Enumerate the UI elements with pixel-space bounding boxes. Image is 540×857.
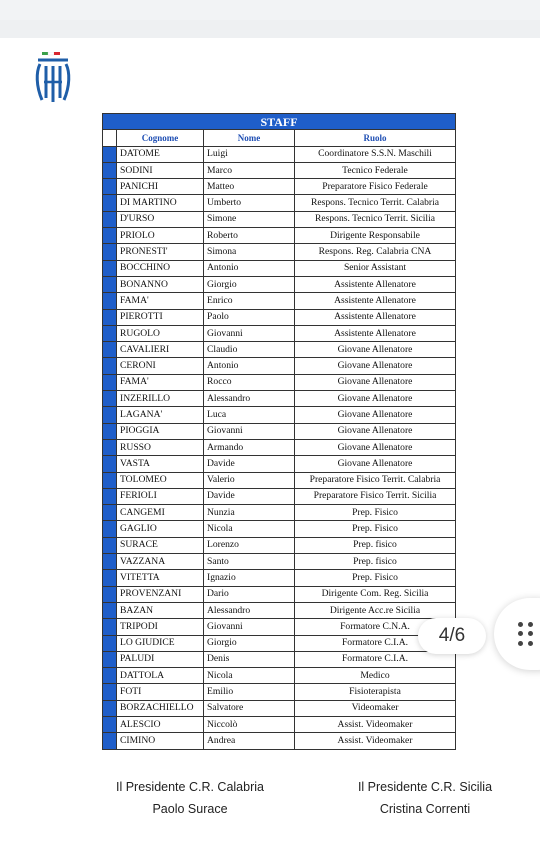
role-cell: Assistente Allenatore [295,293,456,309]
column-header-ruolo: Ruolo [295,130,456,146]
table-row [103,635,456,651]
row-marker [103,195,117,211]
role-cell: Prep. Fisico [295,570,456,586]
row-marker [103,521,117,537]
table-row [103,456,456,472]
staff-table [102,113,456,750]
role-cell: Senior Assistant [295,260,456,276]
surname-cell: BORZACHIELLO [117,700,204,716]
role-cell: Dirigente Acc.re Sicilia [295,602,456,618]
row-marker [103,244,117,260]
row-marker [103,733,117,749]
role-cell: Respons. Reg. Calabria CNA [295,244,456,260]
grip-dots-icon [518,622,534,646]
row-marker [103,602,117,618]
name-cell: Davide [204,488,295,504]
surname-cell: PIOGGIA [117,423,204,439]
surname-cell: ALESCIO [117,716,204,732]
row-marker [103,456,117,472]
role-cell: Prep. fisico [295,537,456,553]
row-marker [103,570,117,586]
surname-cell: GAGLIO [117,521,204,537]
top-bar [0,0,540,20]
row-marker [103,162,117,178]
role-cell: Giovane Allenatore [295,423,456,439]
table-header-row [103,130,456,146]
surname-cell: FAMA' [117,374,204,390]
table-row [103,211,456,227]
surname-cell: LAGANA' [117,407,204,423]
name-cell: Claudio [204,342,295,358]
row-marker [103,586,117,602]
federation-logo-icon [34,52,72,106]
table-row [103,228,456,244]
surname-cell: SURACE [117,537,204,553]
row-marker [103,537,117,553]
role-cell: Giovane Allenatore [295,374,456,390]
name-cell: Enrico [204,293,295,309]
name-cell: Luca [204,407,295,423]
surname-cell: DATOME [117,146,204,162]
name-cell: Antonio [204,260,295,276]
table-row [103,439,456,455]
row-marker [103,391,117,407]
table-row [103,602,456,618]
surname-cell: PRONESTI' [117,244,204,260]
table-row [103,716,456,732]
role-cell: Prep. Fisico [295,521,456,537]
name-cell: Simona [204,244,295,260]
name-cell: Marco [204,162,295,178]
name-cell: Andrea [204,733,295,749]
surname-cell: CANGEMI [117,505,204,521]
row-marker [103,488,117,504]
role-cell: Giovane Allenatore [295,439,456,455]
surname-cell: CIMINO [117,733,204,749]
row-marker [103,439,117,455]
name-cell: Dario [204,586,295,602]
signature-left-name: Paolo Surace [152,802,228,816]
role-cell: Assistente Allenatore [295,276,456,292]
name-cell: Giovanni [204,325,295,341]
name-cell: Lorenzo [204,537,295,553]
role-cell: Giovane Allenatore [295,391,456,407]
signature-left [100,776,280,820]
role-cell: Giovane Allenatore [295,407,456,423]
table-title: STAFF [103,114,456,130]
surname-cell: VAZZANA [117,554,204,570]
surname-cell: RUSSO [117,439,204,455]
role-cell: Assist. Videomaker [295,733,456,749]
surname-cell: INZERILLO [117,391,204,407]
surname-cell: VITETTA [117,570,204,586]
surname-cell: PROVENZANI [117,586,204,602]
surname-cell: TOLOMEO [117,472,204,488]
table-row [103,195,456,211]
table-row [103,668,456,684]
row-marker [103,358,117,374]
table-row [103,276,456,292]
table-row [103,554,456,570]
name-cell: Matteo [204,179,295,195]
role-cell: Fisioterapista [295,684,456,700]
name-cell: Umberto [204,195,295,211]
table-row [103,162,456,178]
name-cell: Paolo [204,309,295,325]
table-title-row [103,114,456,130]
name-cell: Armando [204,439,295,455]
surname-cell: BONANNO [117,276,204,292]
table-row [103,472,456,488]
signature-left-title: Il Presidente C.R. Calabria [116,780,264,794]
name-cell: Salvatore [204,700,295,716]
name-cell: Giorgio [204,276,295,292]
signature-right-name: Cristina Correnti [379,802,471,816]
row-marker [103,668,117,684]
row-marker [103,325,117,341]
role-cell: Videomaker [295,700,456,716]
role-cell: Coordinatore S.S.N. Maschili [295,146,456,162]
table-row [103,325,456,341]
signature-right-title: Il Presidente C.R. Sicilia [357,780,493,794]
role-cell: Assist. Videomaker [295,716,456,732]
surname-cell: BOCCHINO [117,260,204,276]
table-row [103,358,456,374]
row-marker [103,309,117,325]
role-cell: Tecnico Federale [295,162,456,178]
role-cell: Medico [295,668,456,684]
row-marker [103,700,117,716]
row-marker [103,146,117,162]
surname-cell: RUGOLO [117,325,204,341]
row-marker [103,716,117,732]
role-cell: Dirigente Responsabile [295,228,456,244]
role-cell: Dirigente Com. Reg. Sicilia [295,586,456,602]
role-cell: Assistente Allenatore [295,309,456,325]
name-cell: Alessandro [204,391,295,407]
row-marker [103,407,117,423]
table-row [103,488,456,504]
surname-cell: FERIOLI [117,488,204,504]
role-cell: Formatore C.N.A. [295,619,456,635]
name-cell: Nicola [204,668,295,684]
row-marker [103,276,117,292]
role-cell: Preparatore Fisico Territ. Calabria [295,472,456,488]
role-cell: Formatore C.I.A. [295,651,456,667]
table-row [103,260,456,276]
row-marker [103,211,117,227]
row-marker [103,554,117,570]
row-marker [103,293,117,309]
role-cell: Giovane Allenatore [295,342,456,358]
surname-cell: FOTI [117,684,204,700]
surname-cell: TRIPODI [117,619,204,635]
row-marker [103,635,117,651]
name-cell: Giovanni [204,619,295,635]
table-row [103,423,456,439]
role-cell: Preparatore Fisico Federale [295,179,456,195]
surname-cell: SODINI [117,162,204,178]
role-cell: Respons. Tecnico Territ. Sicilia [295,211,456,227]
table-row [103,391,456,407]
table-row [103,293,456,309]
table-row [103,537,456,553]
name-cell: Luigi [204,146,295,162]
name-cell: Giovanni [204,423,295,439]
table-row [103,521,456,537]
row-marker [103,423,117,439]
row-marker [103,472,117,488]
surname-cell: BAZAN [117,602,204,618]
table-row [103,619,456,635]
table-row [103,505,456,521]
table-row [103,179,456,195]
name-cell: Denis [204,651,295,667]
table-row [103,244,456,260]
role-cell: Respons. Tecnico Territ. Calabria [295,195,456,211]
surname-cell: PIEROTTI [117,309,204,325]
column-header-nome: Nome [204,130,295,146]
name-cell: Nunzia [204,505,295,521]
table-row [103,700,456,716]
row-marker [103,179,117,195]
table-row [103,733,456,749]
row-marker [103,651,117,667]
table-row [103,407,456,423]
surname-cell: LO GIUDICE [117,635,204,651]
signature-right [340,776,510,820]
surname-cell: CAVALIERI [117,342,204,358]
row-marker [103,228,117,244]
role-cell: Assistente Allenatore [295,325,456,341]
table-row [103,684,456,700]
role-cell: Formatore C.I.A. [295,635,456,651]
role-cell: Preparatore Fisico Territ. Sicilia [295,488,456,504]
surname-cell: CERONI [117,358,204,374]
row-marker [103,260,117,276]
role-cell: Giovane Allenatore [295,456,456,472]
name-cell: Roberto [204,228,295,244]
row-marker [103,342,117,358]
row-marker [103,619,117,635]
name-cell: Nicola [204,521,295,537]
table-row [103,374,456,390]
surname-cell: FAMA' [117,293,204,309]
table-row [103,586,456,602]
name-cell: Alessandro [204,602,295,618]
surname-cell: PRIOLO [117,228,204,244]
name-cell: Emilio [204,684,295,700]
name-cell: Niccolò [204,716,295,732]
table-row [103,146,456,162]
name-cell: Davide [204,456,295,472]
row-marker [103,505,117,521]
column-header-cognome: Cognome [117,130,204,146]
name-cell: Rocco [204,374,295,390]
header-marker [103,130,117,146]
name-cell: Antonio [204,358,295,374]
role-cell: Prep. Fisico [295,505,456,521]
table-row [103,570,456,586]
surname-cell: VASTA [117,456,204,472]
row-marker [103,684,117,700]
surname-cell: DI MARTINO [117,195,204,211]
role-cell: Prep. fisico [295,554,456,570]
surname-cell: D'URSO [117,211,204,227]
surname-cell: DATTOLA [117,668,204,684]
table-row [103,342,456,358]
name-cell: Santo [204,554,295,570]
page-indicator[interactable]: 4/6 [418,618,486,654]
table-row [103,651,456,667]
table-row [103,309,456,325]
name-cell: Valerio [204,472,295,488]
role-cell: Giovane Allenatore [295,358,456,374]
name-cell: Ignazio [204,570,295,586]
name-cell: Simone [204,211,295,227]
name-cell: Giorgio [204,635,295,651]
surname-cell: PANICHI [117,179,204,195]
row-marker [103,374,117,390]
surname-cell: PALUDI [117,651,204,667]
